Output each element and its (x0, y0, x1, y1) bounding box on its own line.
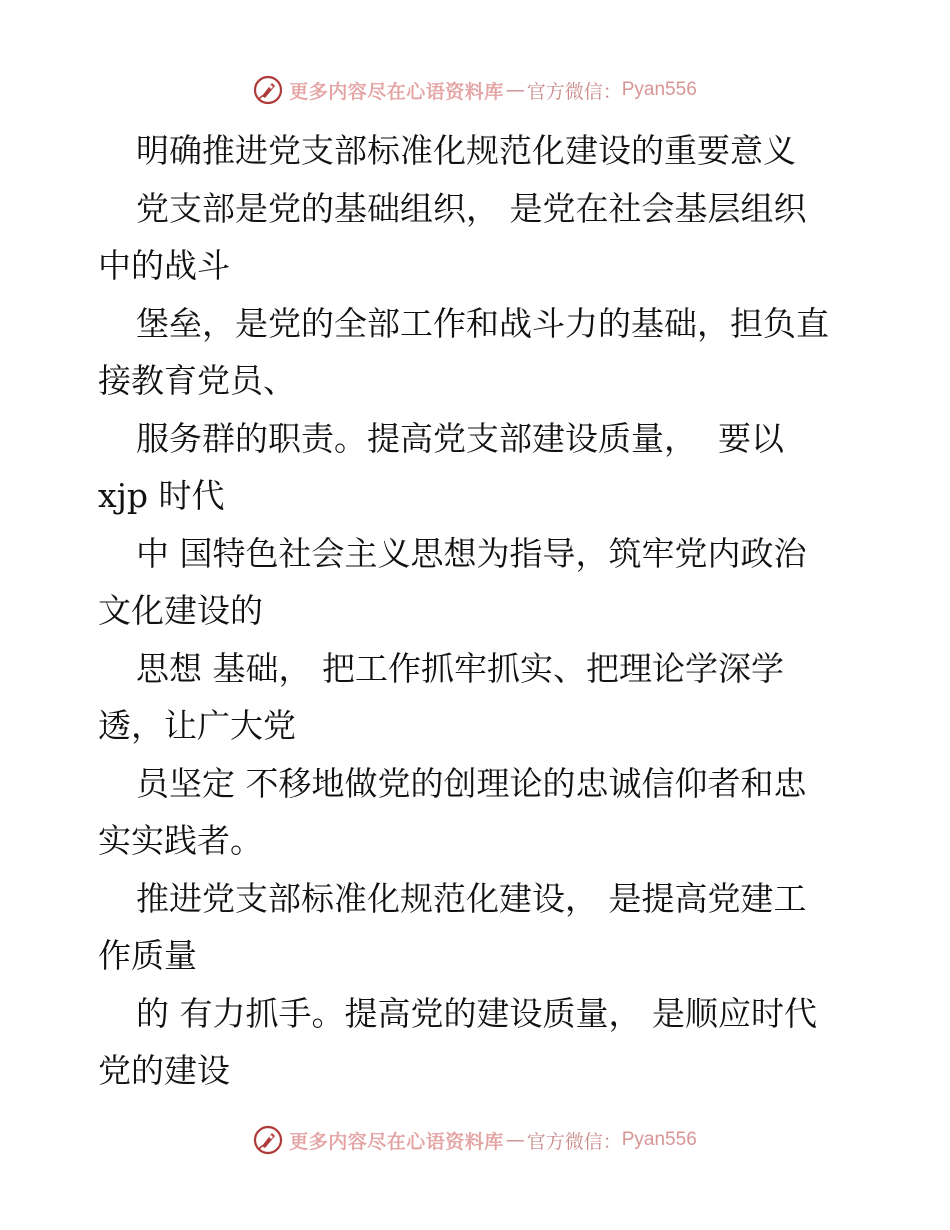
doc-heading: 明确推进党支部标准化规范化建设的重要意义 (136, 131, 796, 170)
doc-line: 党的建设 (98, 1051, 230, 1090)
banner-wechat-id: Pyan556 (621, 79, 697, 100)
pen-nib-logo-icon (253, 75, 283, 105)
banner-wechat-label: 官方微信： (526, 80, 622, 103)
doc-line: 思想 基础， 把工作抓牢抓实、把理论学深学 (136, 648, 784, 688)
doc-line: 的 有力抓手。提高党的建设质量， 是顺应时代 (136, 993, 817, 1033)
pen-nib-logo-icon (253, 1125, 283, 1155)
doc-line: 党支部是党的基础组织， 是党在社会基层组织 (136, 188, 807, 228)
banner-title: 更多内容尽在心语资料库 (289, 80, 504, 103)
doc-line: 员坚定 不移地做党的创理论的忠诚信仰者和忠 (136, 763, 807, 803)
doc-line: xjp 时代 (98, 476, 225, 515)
doc-line: 透，让广大党 (98, 706, 296, 745)
doc-line: 服务群的职责。提高党支部建设质量， 要以 (136, 418, 784, 458)
banner-wechat-id: Pyan556 (621, 1129, 697, 1150)
banner-title: 更多内容尽在心语资料库 (289, 1130, 504, 1153)
doc-line: 中 国特色社会主义思想为指导，筑牢党内政治 (136, 533, 807, 573)
header-watermark-banner (0, 70, 950, 110)
doc-line: 堡垒，是党的全部工作和战斗力的基础，担负直 (136, 303, 829, 343)
doc-line: 推进党支部标准化规范化建设， 是提高党建工 (136, 878, 807, 918)
banner-wechat-label: 官方微信： (526, 1130, 622, 1153)
doc-line: 实实践者。 (98, 821, 263, 860)
doc-line: 文化建设的 (98, 591, 263, 630)
document-body (98, 122, 878, 1100)
footer-watermark-banner (0, 1120, 950, 1160)
banner-separator: — (505, 79, 525, 101)
doc-line: 接教育党员、 (98, 361, 296, 400)
banner-separator: — (505, 1129, 525, 1151)
doc-line: 作质量 (98, 936, 197, 975)
doc-line: 中的战斗 (98, 246, 230, 285)
